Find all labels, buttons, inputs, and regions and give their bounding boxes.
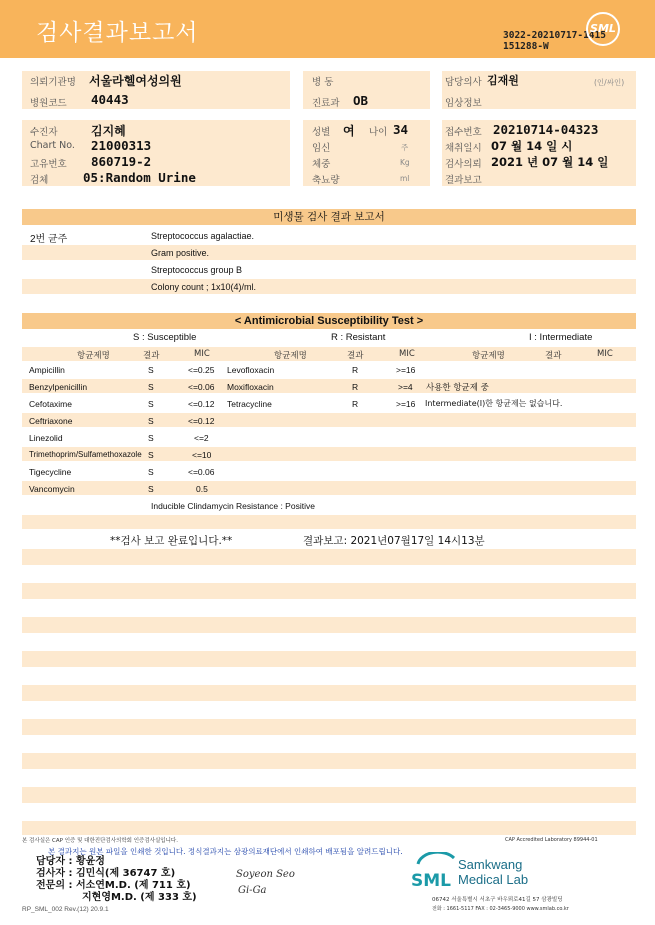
organism-line-3: Streptococcus group B (151, 265, 243, 275)
collection-label: 채취일시 (445, 143, 482, 154)
ast-drug: Linezolid (29, 433, 63, 443)
ast-result: S (148, 433, 154, 443)
micro-title: 미생물 검사 결과 보고서 (22, 209, 636, 225)
age-label: 나이 (369, 127, 388, 138)
ast-mic: >=16 (396, 399, 416, 409)
col-mic-2: MIC (399, 349, 415, 359)
legend-susceptible: S : Susceptible (133, 332, 197, 343)
ast-result: S (148, 399, 154, 409)
pregnancy-label: 임신 (312, 143, 331, 154)
empty-stripe (22, 753, 636, 769)
empty-stripe (22, 651, 636, 667)
hospital-name: 서울라헬여성의원 (89, 74, 182, 88)
col-result-3: 결과 (545, 351, 562, 361)
ast-result: R (352, 399, 359, 409)
report-header (0, 0, 655, 58)
col-drug-3: 항균제명 (472, 351, 505, 361)
form-number: RP_SML_002 Rev.(12) 20.9.1 (22, 906, 109, 913)
lab-phone: 전화 : 1661-5117 FAX : 02-3465-9000 www.smlab.co.kr (432, 906, 569, 912)
ast-note-2: Intermediate(I)한 항균제는 없습니다. (425, 399, 563, 408)
ast-result: S (148, 382, 154, 392)
doctor-sign-note: (인/싸인) (594, 78, 625, 87)
unique-id-label: 고유번호 (30, 159, 67, 170)
ast-mic: <=0.06 (188, 467, 215, 477)
report-complete: **검사 보고 완료입니다.** (110, 535, 233, 547)
hospital-code: 40443 (91, 92, 129, 107)
legend-intermediate: I : Intermediate (529, 332, 593, 343)
col-mic-3: MIC (597, 349, 613, 359)
ast-drug: Levofloxacin (227, 365, 275, 375)
unique-id: 860719-2 (91, 154, 152, 169)
ast-result: S (148, 484, 154, 494)
empty-stripe (22, 685, 636, 701)
sex-label: 성별 (312, 127, 331, 138)
ast-result: S (148, 365, 154, 375)
micro-band-2 (22, 279, 636, 294)
col-mic-1: MIC (194, 349, 210, 359)
hospital-code-label: 병원코드 (30, 98, 67, 109)
organism-line-4: Colony count ; 1x10(4)/ml. (151, 282, 257, 292)
registration-number: 20210714-04323 (493, 122, 599, 137)
svg-text:SML: SML (411, 871, 451, 891)
empty-stripe (22, 719, 636, 735)
ast-stripe-1 (22, 379, 636, 393)
cert-note: 본 검사실은 CAP 인증 및 대한진단검사의학회 인증검사실입니다. (22, 838, 178, 844)
ast-drug: Cefotaxime (29, 399, 72, 409)
ast-title: < Antimicrobial Susceptibility Test > (22, 313, 636, 329)
person-in-charge: 담당자 : 황윤정 (36, 856, 105, 867)
ast-result: S (148, 467, 154, 477)
empty-stripe (22, 787, 636, 803)
doctor-name: 김재원 (487, 74, 519, 87)
empty-stripe (22, 821, 636, 835)
chart-no-label: Chart No. (30, 140, 75, 151)
doctor-label: 담당의사 (445, 77, 482, 88)
col-result-2: 결과 (347, 351, 364, 361)
ast-drug: Moxifloxacin (227, 382, 274, 392)
ast-mic: 0.5 (196, 484, 208, 494)
legend-resistant: R : Resistant (331, 332, 386, 343)
cap-number: CAP Accredited Laboratory 89944-01 (505, 837, 598, 843)
report-time: 결과보고: 2021년07월17일 14시13분 (303, 535, 485, 547)
ast-drug: Vancomycin (29, 484, 75, 494)
ast-mic: <=2 (194, 433, 209, 443)
organism-line-1: Streptococcus agalactiae. (151, 231, 255, 241)
registration-label: 접수번호 (445, 127, 482, 138)
ast-mic: >=16 (396, 365, 416, 375)
urine-volume-label: 축뇨량 (312, 175, 340, 186)
ast-stripe-2 (22, 413, 636, 427)
clindamycin-resistance: Inducible Clindamycin Resistance : Positive (151, 501, 315, 511)
ast-result: S (148, 450, 154, 460)
print-notice: 본 결과지는 원본 파일을 인쇄한 것입니다. 정식결과지는 삼광의료재단에서 인쇄하여 배포됨을 알려드립니다. (48, 847, 403, 856)
doc-number-line1: 3022-20210717-1415 (503, 30, 606, 41)
sex-value: 여 (343, 124, 355, 138)
hospital-label: 의뢰기관명 (30, 77, 76, 88)
ast-drug: Tigecycline (29, 467, 72, 477)
patient-name: 김지혜 (91, 124, 126, 138)
ast-drug: Ceftriaxone (29, 416, 73, 426)
patient-name-label: 수진자 (30, 127, 58, 138)
specimen: 05:Random Urine (83, 170, 196, 185)
age-value: 34 (393, 122, 409, 137)
request-label: 검사의뢰 (445, 159, 482, 170)
doc-number-line2: 151288-W (503, 41, 549, 52)
ast-mic: >=4 (398, 382, 413, 392)
organism-line-2: Gram positive. (151, 248, 210, 258)
department-label: 진료과 (312, 98, 340, 109)
col-result-1: 결과 (143, 351, 160, 361)
lab-name-1: Samkwang (458, 857, 523, 872)
strain-label: 2번 균주 (30, 234, 68, 245)
signature-2: Gi-Ga (238, 885, 267, 896)
specialist-1: 전문의 : 서소연M.D. (제 711 호) (36, 880, 191, 891)
lab-name-2: Medical Lab (458, 872, 529, 887)
report-title: 검사결과보고서 (36, 20, 199, 46)
ast-mic: <=0.12 (188, 416, 215, 426)
col-drug-1: 항균제명 (77, 351, 110, 361)
ast-mic: <=0.06 (188, 382, 215, 392)
pregnancy-unit: 주 (401, 143, 409, 152)
specimen-label: 검체 (30, 175, 49, 186)
ast-drug: Benzylpenicillin (29, 382, 88, 392)
empty-stripe (22, 617, 636, 633)
urine-volume-unit: ml (400, 174, 410, 183)
weight-unit: Kg (400, 158, 410, 167)
ast-mic: <=0.25 (188, 365, 215, 375)
empty-stripe (22, 549, 636, 565)
weight-label: 체중 (312, 159, 331, 170)
ast-drug: Ampicillin (29, 365, 65, 375)
ast-mic: <=0.12 (188, 399, 215, 409)
ast-note-1: 사용한 항균제 중 (426, 383, 489, 393)
sml-logo-icon: SML (586, 12, 620, 46)
ast-mic: <=10 (192, 450, 212, 460)
ast-drug: Tetracycline (227, 399, 272, 409)
lab-address: 06742 서울특별시 서초구 바우뫼로41길 57 삼광빌딩 (432, 897, 563, 903)
ast-drug: Trimethoprim/Sulfamethoxazole (29, 450, 142, 459)
chart-no: 21000313 (91, 138, 152, 153)
col-drug-2: 항균제명 (274, 351, 307, 361)
collection-date: 07 월 14 일 시 (491, 139, 573, 153)
signature-1: Soyeon Seo (236, 869, 295, 880)
empty-stripe (22, 583, 636, 599)
report-label: 결과보고 (445, 175, 482, 186)
ast-stripe-5 (22, 515, 636, 529)
tester: 검사자 : 김민식(제 36747 호) (36, 868, 176, 879)
clinical-info-label: 임상정보 (445, 98, 482, 109)
ast-stripe-4 (22, 481, 636, 495)
department: OB (353, 93, 369, 108)
sml-footer-logo-icon (410, 852, 456, 894)
ast-result: R (352, 365, 359, 375)
ward-label: 병 동 (312, 77, 334, 88)
micro-band-1 (22, 245, 636, 260)
ast-result: S (148, 416, 154, 426)
ast-result: R (352, 382, 359, 392)
specialist-2: 지현영M.D. (제 333 호) (82, 892, 197, 903)
ast-header-band (22, 347, 636, 361)
request-date: 2021 년 07 월 14 일 (491, 155, 609, 169)
